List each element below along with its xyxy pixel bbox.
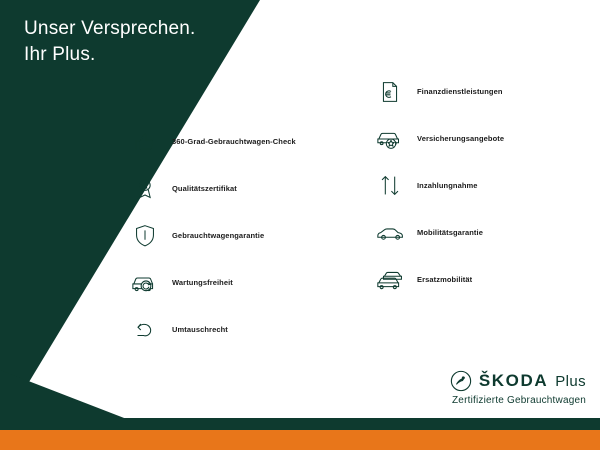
shield-icon <box>130 217 172 255</box>
feature-label: Qualitätszertifikat <box>172 184 237 193</box>
brand-block <box>450 370 586 406</box>
feature-label: Finanzdienstleistungen <box>417 87 503 96</box>
return-arrow-icon <box>130 311 172 349</box>
feature-label: Umtauschrecht <box>172 325 228 334</box>
feature-label: Versicherungsangebote <box>417 134 505 143</box>
brand-name: ŠKODA <box>478 371 549 390</box>
feature-list-right <box>375 68 595 303</box>
feature-item <box>375 209 595 256</box>
certificate-rosette-icon <box>130 170 172 208</box>
feature-label: Gebrauchtwagengarantie <box>172 231 265 240</box>
feature-item <box>375 162 595 209</box>
brand-plus: Plus <box>555 372 586 390</box>
page-title <box>24 16 196 68</box>
up-down-arrows-icon <box>375 167 417 205</box>
feature-label: Mobilitätsgarantie <box>417 228 483 237</box>
headline-line-2: Ihr Plus. <box>24 44 96 65</box>
brand-row <box>450 370 586 392</box>
headline-line-1: Unser Versprechen. <box>24 18 196 39</box>
car-star-icon <box>375 120 417 158</box>
feature-item <box>130 306 360 353</box>
brand-subtitle: Zertifizierte Gebrauchtwagen <box>452 395 586 406</box>
two-cars-icon <box>375 261 417 299</box>
feature-list-left <box>130 118 360 353</box>
car-service-icon <box>130 264 172 302</box>
skoda-logo-icon <box>450 370 472 392</box>
feature-item <box>130 259 360 306</box>
feature-item <box>130 212 360 259</box>
feature-item <box>375 115 595 162</box>
document-euro-icon <box>375 73 417 111</box>
feature-item <box>375 68 595 115</box>
feature-label: Ersatzmobilität <box>417 275 473 284</box>
feature-item <box>375 256 595 303</box>
feature-label: Wartungsfreiheit <box>172 278 233 287</box>
feature-item <box>130 118 360 165</box>
green-bottom-bar <box>0 418 600 430</box>
feature-label: 360-Grad-Gebrauchtwagen-Check <box>172 137 296 146</box>
car-side-icon <box>375 214 417 252</box>
orange-bottom-bar <box>0 430 600 450</box>
feature-label: Inzahlungnahme <box>417 181 478 190</box>
feature-item <box>130 165 360 212</box>
thumbs-up-icon <box>130 123 172 161</box>
